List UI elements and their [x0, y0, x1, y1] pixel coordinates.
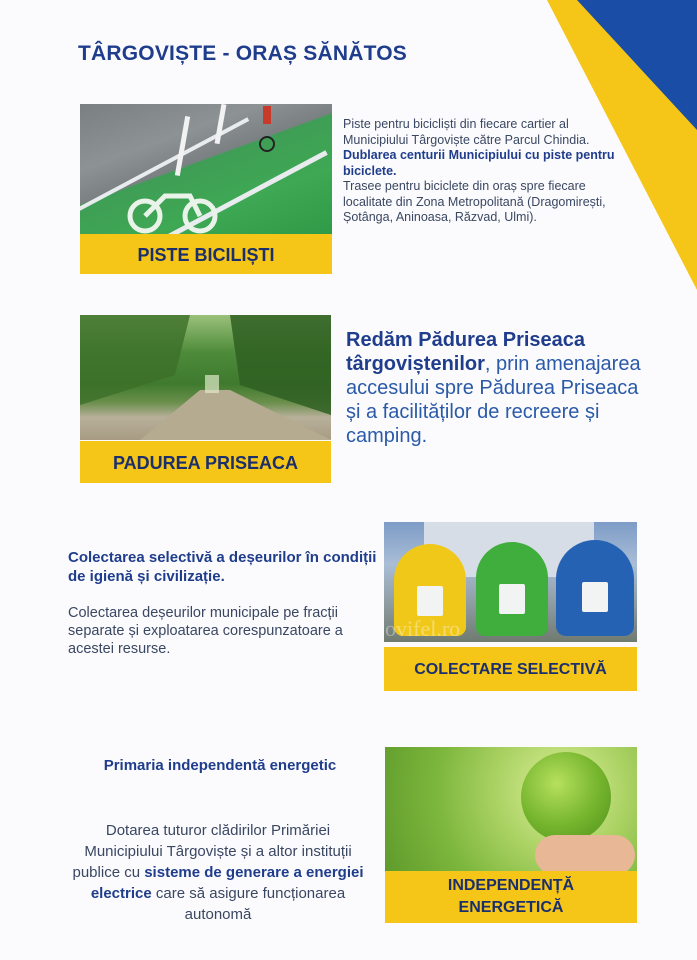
corner-blue-decoration: [577, 0, 697, 130]
energy-heading: Primaria independentă energetic: [103, 757, 337, 774]
green-bin-icon: [476, 542, 548, 636]
cyclist-icon: [256, 104, 278, 152]
bike-symbol-icon: [120, 184, 230, 234]
bike-text-1: Piste pentru bicicliști din fiecare cartier al Municipiului Târgoviște către Parcul Chindia.: [343, 117, 590, 147]
hand-icon: [535, 835, 635, 871]
energy-text-bold: sisteme de generare a energiei electrice: [90, 864, 364, 902]
recycle-ribbon: COLECTARE SELECTIVĂ: [384, 647, 637, 691]
forest-trees-icon: [80, 315, 331, 440]
bike-ribbon: PISTE BICILIȘTI: [80, 234, 332, 274]
blue-bin-icon: [556, 540, 634, 636]
forest-description: [346, 328, 646, 448]
page-title: TÂRGOVIȘTE - ORAȘ SĂNĂTOS: [78, 42, 407, 65]
forest-ribbon: PADUREA PRISEACA: [80, 441, 331, 483]
energy-text-post: care să asigure funcționarea autonomă: [151, 885, 346, 923]
bike-description: [343, 117, 633, 226]
energy-ribbon: [385, 871, 637, 923]
forest-text-bold: Redăm Pădurea Priseaca târgoviștenilor: [346, 329, 586, 375]
energy-text-pre: Dotarea tuturor clădirilor Primăriei Municipiului Târgoviște și a altor instituții publice cu: [72, 822, 352, 881]
bike-lane-photo: [80, 104, 332, 234]
watermark: ovifel.ro: [385, 616, 461, 641]
bike-text-bold: Dublarea centurii Municipiului cu piste pentru biciclete.: [343, 148, 615, 178]
bike-text-3: Trasee pentru biciclete din oraș spre fiecare localitate din Zona Metropolitană (Dragomirești, Șotânga, Aninoasa, Răzvad, Ulmi).: [343, 179, 606, 224]
recycle-heading: Colectarea selectivă a deșeurilor în condiții de igienă și civilizație.: [68, 549, 377, 585]
energy-body: [68, 820, 368, 925]
lightbulb-photo: [385, 747, 637, 871]
green-globe-icon: [521, 752, 611, 842]
forest-photo: [80, 315, 331, 440]
energy-ribbon-line1: INDEPENDENȚĂ: [447, 877, 575, 894]
recycle-body: Colectarea deșeurilor municipale pe fracții separate și exploatarea corespunzatoare a acestei resurse.: [68, 605, 343, 657]
forest-text-rest: , prin amenajarea accesului spre Pădurea Priseaca și a facilităților de recreere și camping.: [346, 353, 641, 447]
energy-ribbon-line2: ENERGETICĂ: [458, 899, 564, 916]
